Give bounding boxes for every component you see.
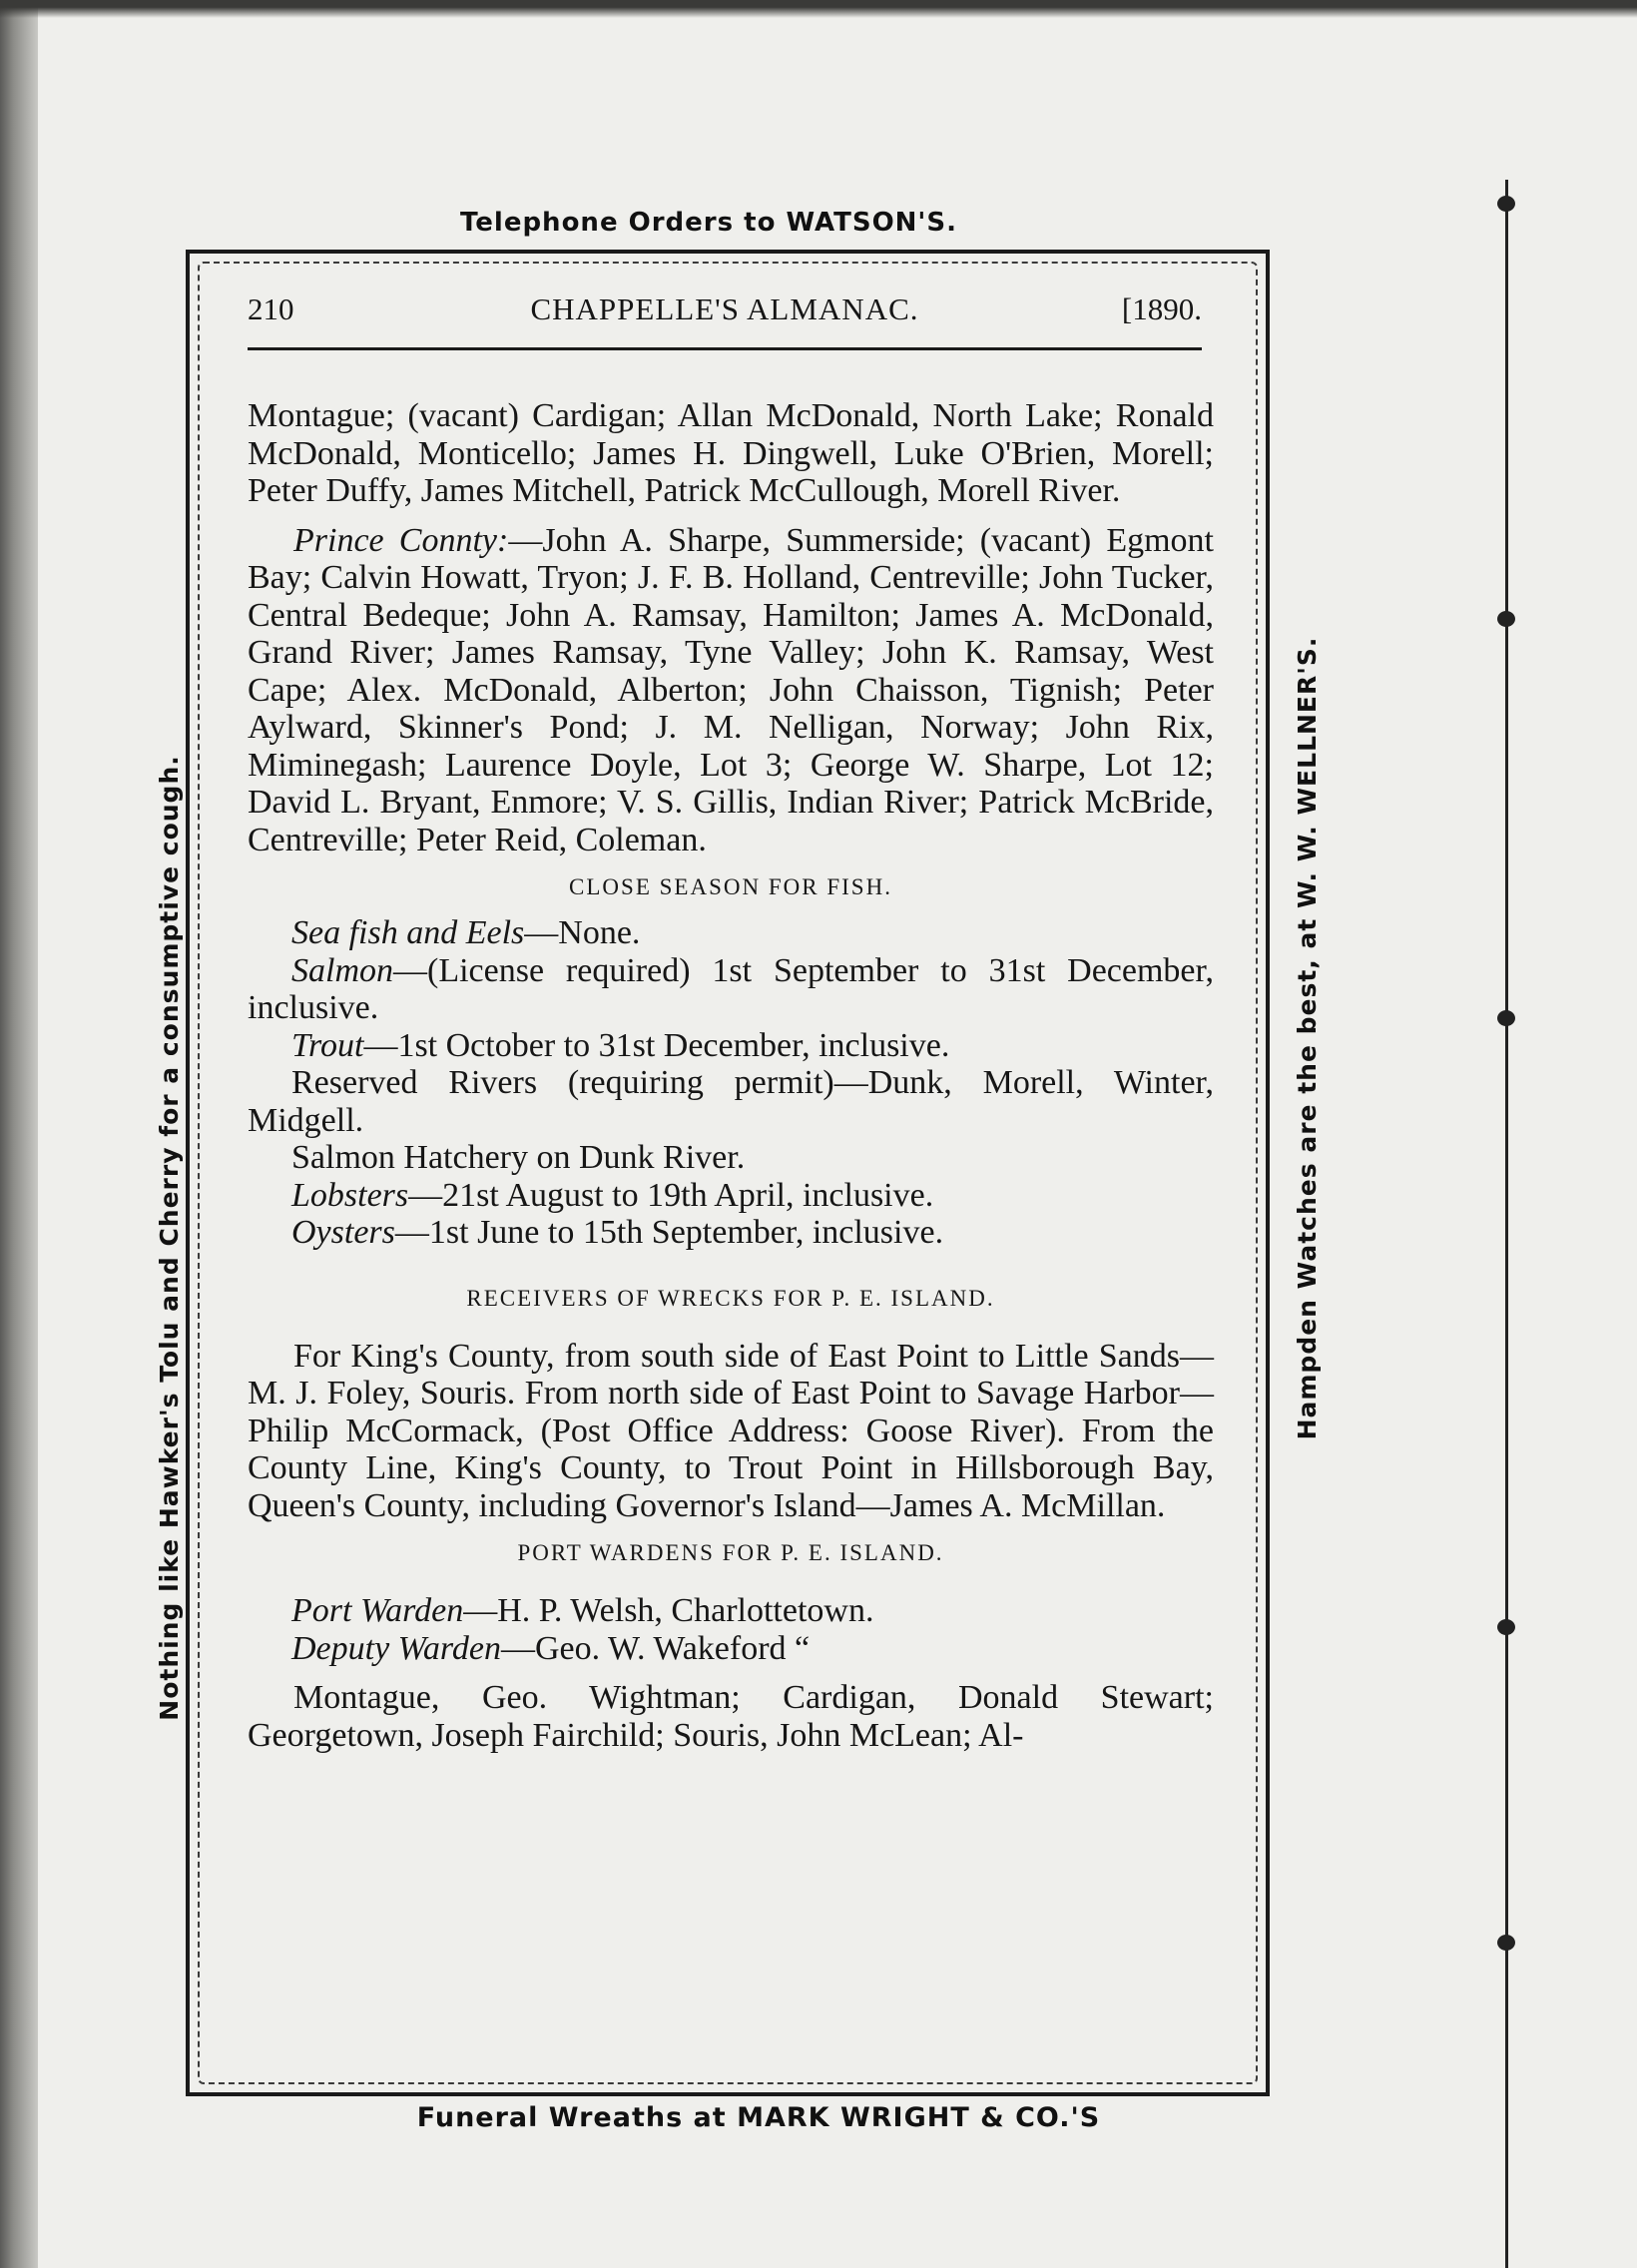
fish-trout-text: —1st October to 31st December, inclusive.	[363, 1026, 950, 1064]
deputy-warden-entry	[248, 1630, 1214, 1668]
fish-hatchery-entry: Salmon Hatchery on Dunk River.	[291, 1139, 746, 1176]
top-advertisement: Telephone Orders to WATSON'S.	[459, 208, 957, 238]
wrecks-section-heading: RECEIVERS OF WRECKS FOR P. E. ISLAND.	[466, 1285, 995, 1311]
right-advertisement: Hampden Watches are the best, at W. W. WELLNER'S.	[1293, 636, 1322, 1440]
page-top-shadow	[0, 0, 1637, 18]
port-warden-text: —H. P. Welsh, Charlottetown.	[463, 1592, 874, 1629]
thread-knot	[1497, 1619, 1515, 1635]
thread-knot	[1497, 1935, 1515, 1951]
fish-oysters-entry	[248, 1214, 1214, 1252]
fish-salmon-text: —(License required) 1st September to 31st December, inclusive.	[248, 951, 1214, 1026]
page-body	[248, 397, 1214, 1754]
prince-county-label: Prince Connty:	[293, 521, 509, 559]
wardens-section-heading: PORT WARDENS FOR P. E. ISLAND.	[517, 1540, 944, 1565]
bottom-advertisement: Funeral Wreaths at MARK WRIGHT & CO.'S	[416, 2102, 1101, 2133]
fish-trout-entry	[248, 1027, 1214, 1065]
deputy-warden-label: Deputy Warden	[291, 1629, 501, 1667]
book-spine-edge	[0, 0, 38, 2268]
page-number: 210	[248, 291, 294, 326]
fish-lobsters-text: —21st August to 19th April, inclusive.	[408, 1176, 934, 1214]
fish-oysters-label: Oysters	[291, 1214, 395, 1251]
fish-lobsters-entry	[248, 1177, 1214, 1215]
fish-sea-entry	[248, 914, 1214, 952]
fish-sea-label: Sea fish and Eels	[291, 914, 525, 951]
header-rule	[248, 347, 1202, 350]
wrecks-paragraph: For King's County, from south side of East Point to Little Sands—M. J. Foley, Souris. From north side of East Point to Savage Harbor—Philip McCormack, (Post Office Address: Goose River). From the County Line, King's County, to Trout Point in Hillsborough Bay, Queen's County, including Governor's Island—James A. McMillan.	[248, 1337, 1214, 1524]
almanac-title: CHAPPELLE'S ALMANAC.	[530, 291, 919, 326]
wardens-list-paragraph: Montague, Geo. Wightman; Cardigan, Donald Stewart; Georgetown, Joseph Fairchild; Souris, John McLean; Al-	[248, 1679, 1214, 1754]
fish-salmon-label: Salmon	[291, 951, 393, 989]
kings-county-continuation: Montague; (vacant) Cardigan; Allan McDonald, North Lake; Ronald McDonald, Monticello; James H. Dingwell, Luke O'Brien, Morell; Peter Duffy, James Mitchell, Patrick McCullough, Morell River.	[248, 397, 1214, 509]
binding-thread	[1505, 180, 1508, 2268]
fish-section-heading: CLOSE SEASON FOR FISH.	[569, 874, 892, 899]
left-advertisement: Nothing like Hawker's Tolu and Cherry for a consumptive cough.	[155, 755, 184, 1721]
thread-knot	[1497, 1010, 1515, 1026]
thread-knot	[1497, 196, 1515, 212]
fish-sea-text: —None.	[524, 914, 641, 951]
thread-knot	[1497, 611, 1515, 627]
fish-trout-label: Trout	[291, 1026, 364, 1064]
fish-reserved-entry: Reserved Rivers (requiring permit)—Dunk, Morell, Winter, Midgell.	[248, 1064, 1214, 1139]
fish-lobsters-label: Lobsters	[291, 1176, 409, 1214]
port-warden-entry	[248, 1592, 1214, 1630]
prince-county-paragraph	[248, 522, 1214, 859]
fish-oysters-text: —1st June to 15th September, inclusive.	[394, 1214, 944, 1251]
year-label: [1890.	[1121, 291, 1202, 326]
prince-county-text: —John A. Sharpe, Summerside; (vacant) Egmont Bay; Calvin Howatt, Tryon; J. F. B. Holland, Centreville; John Tucker, Central Bedeque; John A. Ramsay, Hamilton; James A. McDonald, Grand River; James Ramsay, Tyne Valley; John K. Ramsay, West Cape; Alex. McDonald, Alberton; John Chaisson, Tignish; Peter Aylward, Skinner's Pond; J. M. Nelligan, Norway; John Rix, Miminegash; Laurence Doyle, Lot 3; George W. Sharpe, Lot 12; David L. Bryant, Enmore; V. S. Gillis, Indian River; Patrick McBride, Centreville; Peter Reid, Coleman.	[248, 521, 1214, 858]
fish-salmon-entry	[248, 952, 1214, 1027]
running-head	[248, 284, 1202, 334]
deputy-warden-text: —Geo. W. Wakeford “	[500, 1629, 811, 1667]
port-warden-label: Port Warden	[291, 1592, 464, 1629]
